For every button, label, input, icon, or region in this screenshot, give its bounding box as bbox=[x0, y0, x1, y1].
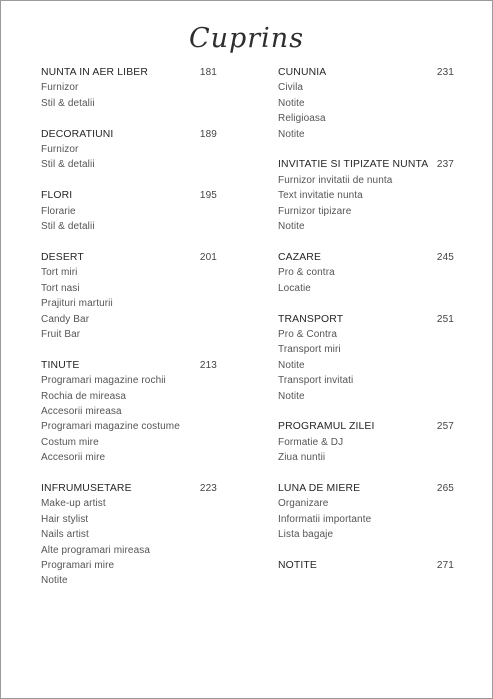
toc-section bbox=[41, 481, 217, 589]
toc-subitem: Notite bbox=[278, 128, 305, 140]
toc-subitem: Locatie bbox=[278, 282, 311, 294]
toc-subitem: Transport miri bbox=[278, 344, 341, 356]
page-number: 265 bbox=[436, 483, 454, 495]
section-heading-row bbox=[278, 65, 454, 80]
section-heading-row bbox=[41, 65, 217, 80]
toc-subitem: Alte programari mireasa bbox=[41, 544, 151, 556]
page-number: 195 bbox=[199, 190, 217, 202]
toc-subitem: Transport invitati bbox=[278, 375, 354, 387]
toc-subitem: Rochia de mireasa bbox=[41, 390, 127, 402]
page-number: 271 bbox=[436, 560, 454, 572]
section-heading-row bbox=[278, 419, 454, 434]
section-heading-row bbox=[41, 358, 217, 373]
toc-subitem: Furnizor tipizare bbox=[278, 205, 352, 217]
toc-section bbox=[278, 65, 454, 142]
toc-subitem: Text invitatie nunta bbox=[278, 190, 363, 202]
page-number: 251 bbox=[436, 313, 454, 325]
toc-subitem: Furnizor invitatii de nunta bbox=[278, 174, 393, 186]
toc-subitem: Programari mire bbox=[41, 560, 115, 572]
toc-subitem: Stil & detalii bbox=[41, 97, 95, 109]
section-heading: DESERT bbox=[41, 252, 84, 264]
toc-subitem: Notite bbox=[278, 359, 305, 371]
section-heading-row bbox=[278, 157, 454, 172]
toc-subitem: Make-up artist bbox=[41, 498, 106, 510]
toc-subitem: Programari magazine costume bbox=[41, 421, 180, 433]
section-heading-row bbox=[278, 250, 454, 265]
toc-subitem: Furnizor bbox=[41, 144, 79, 156]
toc-subitem: Accesorii mire bbox=[41, 452, 106, 464]
page-number: 189 bbox=[199, 128, 217, 140]
toc-subitem: Stil & detalii bbox=[41, 159, 95, 171]
toc-subitem: Prajituri marturii bbox=[41, 298, 113, 310]
toc-section bbox=[278, 481, 454, 543]
toc-subitem: Notite bbox=[278, 97, 305, 109]
toc-section bbox=[278, 250, 454, 296]
section-heading: INFRUMUSETARE bbox=[41, 483, 132, 495]
toc-subitem: Lista bagaje bbox=[278, 529, 334, 541]
page-number: 245 bbox=[436, 251, 454, 263]
page-number: 181 bbox=[199, 67, 217, 78]
toc-section bbox=[41, 358, 217, 466]
toc-subitem: Costum mire bbox=[41, 436, 99, 448]
toc-subitem: Formatie & DJ bbox=[278, 436, 344, 448]
page-number: 257 bbox=[436, 421, 454, 433]
page-number: 201 bbox=[199, 252, 217, 264]
toc-subitem: Hair stylist bbox=[41, 513, 89, 525]
toc-section bbox=[278, 312, 454, 404]
toc-section bbox=[41, 127, 217, 173]
toc-section bbox=[41, 188, 217, 234]
page-number: 237 bbox=[436, 159, 454, 171]
toc-section bbox=[41, 250, 217, 342]
section-heading: LUNA DE MIERE bbox=[278, 483, 361, 495]
section-heading: FLORI bbox=[41, 190, 73, 202]
toc-subitem: Candy Bar bbox=[41, 313, 90, 325]
section-heading: NUNTA IN AER LIBER bbox=[41, 67, 149, 78]
toc-column-left bbox=[41, 65, 217, 604]
page-title: Cuprins bbox=[188, 23, 305, 54]
page-number: 231 bbox=[436, 67, 454, 78]
section-heading-row bbox=[41, 127, 217, 142]
toc-section bbox=[41, 65, 217, 111]
toc-section bbox=[278, 558, 454, 573]
section-heading: DECORATIUNI bbox=[41, 128, 114, 140]
toc-subitem: Pro & contra bbox=[278, 267, 335, 279]
section-heading: NOTITE bbox=[278, 560, 317, 572]
toc-subitem: Florarie bbox=[41, 205, 76, 217]
toc-subitem: Notite bbox=[41, 575, 68, 587]
section-heading-row bbox=[278, 481, 454, 496]
toc-subitem: Organizare bbox=[278, 498, 329, 510]
section-heading: CUNUNIA bbox=[278, 67, 327, 78]
section-heading-row bbox=[41, 481, 217, 496]
toc-subitem: Religioasa bbox=[278, 113, 326, 125]
section-heading: INVITATIE SI TIPIZATE NUNTA bbox=[278, 159, 429, 171]
toc-subitem: Informatii importante bbox=[278, 513, 372, 525]
toc-subitem: Civila bbox=[278, 82, 304, 94]
toc-section bbox=[278, 419, 454, 465]
toc-subitem: Notite bbox=[278, 390, 305, 402]
section-heading: TINUTE bbox=[41, 359, 80, 371]
toc-subitem: Furnizor bbox=[41, 82, 79, 94]
section-heading-row bbox=[41, 188, 217, 203]
toc-subitem: Ziua nuntii bbox=[278, 452, 326, 464]
page-number: 213 bbox=[199, 359, 217, 371]
section-heading: CAZARE bbox=[278, 251, 322, 263]
section-heading-row bbox=[41, 250, 217, 265]
toc-subitem: Stil & detalii bbox=[41, 221, 95, 233]
toc-subitem: Programari magazine rochii bbox=[41, 375, 166, 387]
page-number: 223 bbox=[199, 483, 217, 495]
section-heading-row bbox=[278, 558, 454, 573]
section-heading: TRANSPORT bbox=[278, 313, 344, 325]
toc-subitem: Fruit Bar bbox=[41, 328, 81, 340]
toc-subitem: Tort miri bbox=[41, 267, 78, 279]
toc-subitem: Pro & Contra bbox=[278, 328, 338, 340]
section-heading-row bbox=[278, 312, 454, 327]
section-heading: PROGRAMUL ZILEI bbox=[278, 421, 375, 433]
toc-column-right bbox=[278, 65, 454, 589]
toc-subitem: Accesorii mireasa bbox=[41, 406, 122, 418]
toc-subitem: Notite bbox=[278, 221, 305, 233]
toc-subitem: Nails artist bbox=[41, 529, 89, 541]
toc-section bbox=[278, 157, 454, 234]
toc-subitem: Tort nasi bbox=[41, 282, 80, 294]
